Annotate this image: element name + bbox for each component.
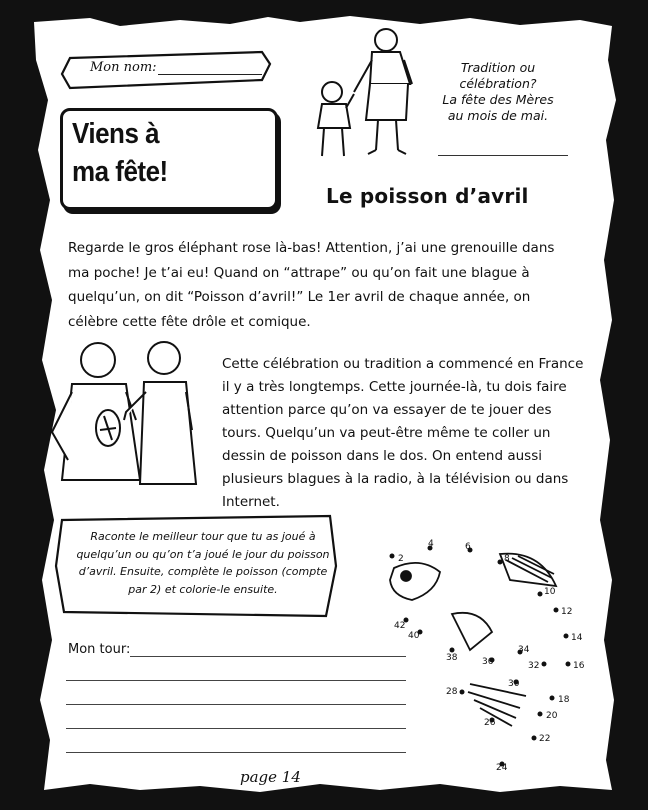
tradition-line: Tradition ou	[460, 60, 536, 75]
dot-number: 6	[465, 542, 471, 552]
dot-number: 32	[528, 661, 540, 671]
activity-instructions: Raconte le meilleur tour que tu as joué à quelqu’un ou qu’on t’a joué le jour du poisson d’avril. Ensuite, complète le poisson (compte par 2) et colorie-le ensuite.	[76, 530, 330, 596]
dot-number: 24	[496, 763, 508, 773]
tradition-line: La fête des Mères	[442, 92, 554, 107]
dot-number: 8	[504, 554, 510, 564]
dot-number: 26	[484, 718, 496, 728]
tradition-line: au mois de mai.	[447, 108, 549, 123]
dot-number: 42	[394, 621, 406, 631]
boys-prank-illustration	[52, 342, 196, 484]
tradition-answer-line[interactable]	[438, 155, 568, 156]
dot-number: 2	[398, 554, 404, 564]
dot-number: 10	[544, 587, 556, 597]
intro-paragraph: Regarde le gros éléphant rose là-bas! Attention, j’ai une grenouille dans ma poche! Je t’ai eu! Quand on “attrape” ou qu’on fait une blague à quelqu’un, on dit “Poisson d’avril!” Le 1er avril de chaque année, on célèbre cette fête drôle et comique.	[68, 240, 555, 330]
writing-line[interactable]	[66, 704, 406, 705]
dot-number: 30	[508, 679, 520, 689]
dot-number: 12	[561, 607, 573, 617]
dot-number: 14	[571, 633, 583, 643]
name-label: Mon nom:	[90, 60, 157, 75]
writing-line[interactable]	[130, 656, 406, 657]
writing-line[interactable]	[66, 752, 406, 753]
page-number: page 14	[240, 768, 301, 786]
dot-number: 4	[428, 539, 434, 549]
series-title-line2: ma fête!	[72, 154, 168, 188]
dot-number: 34	[518, 645, 530, 655]
history-paragraph: Cette célébration ou tradition a commencé en France il y a très longtemps. Cette journée-là, tu dois faire attention parce qu’on va essayer de te jouer des tours. Quelqu’un va peut-être même te coller un dessin de poisson dans le dos. On entend aussi plusieurs blagues à la radio, à la télévision ou dans Internet.	[222, 356, 584, 510]
name-field-line[interactable]	[158, 74, 262, 75]
page-title: Le poisson d’avril	[326, 184, 529, 208]
dot-number: 20	[546, 711, 558, 721]
writing-line[interactable]	[66, 680, 406, 681]
mother-child-illustration	[318, 29, 412, 156]
dot-number: 36	[482, 657, 494, 667]
dot-number: 40	[408, 631, 420, 641]
series-title-line1: Viens à	[72, 116, 160, 150]
series-title	[72, 114, 192, 190]
tradition-line: célébration?	[459, 76, 537, 91]
dot-number: 28	[446, 687, 458, 697]
dot-number: 22	[539, 734, 551, 744]
my-trick-label: Mon tour:	[68, 642, 131, 657]
dot-number: 18	[558, 695, 570, 705]
writing-line[interactable]	[66, 728, 406, 729]
tradition-note	[428, 60, 568, 124]
fish-dot-numbers	[394, 539, 585, 773]
dot-number: 38	[446, 653, 458, 663]
dot-number: 16	[573, 661, 585, 671]
